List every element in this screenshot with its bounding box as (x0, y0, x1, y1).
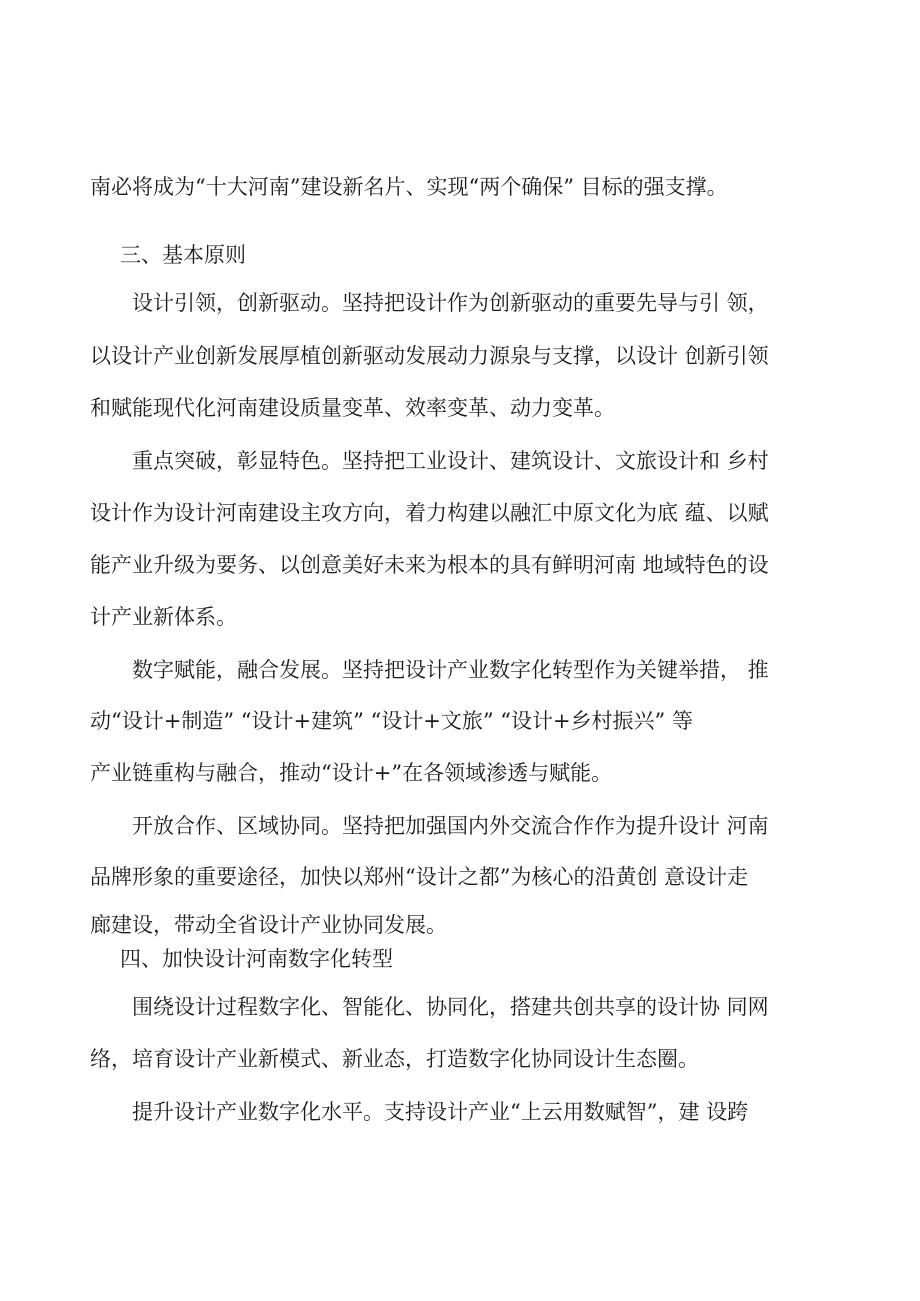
paragraph-line: 络，培育设计产业新模式、新业态，打造数字化协同设计生态圈。 (90, 1047, 699, 1071)
paragraph-line: 和赋能现代化河南建设质量变革、效率变革、动力变革。 (90, 396, 615, 420)
paragraph-line: 廊建设，带动全省设计产业协同发展。 (90, 913, 447, 937)
section-heading: 三、基本原则 (120, 243, 246, 267)
paragraph-line: 提升设计产业数字化水平。支持设计产业“上云用数赋智”，建 设跨 (132, 1100, 749, 1124)
paragraph-line: 设计引领，创新驱动。坚持把设计作为创新驱动的重要先导与引 领， (132, 291, 769, 315)
paragraph-line: 围绕设计过程数字化、智能化、协同化，搭建共创共享的设计协 同网 (132, 995, 769, 1019)
paragraph-line: 开放合作、区域协同。坚持把加强国内外交流合作作为提升设计 河南 (132, 814, 769, 838)
paragraph-line: 以设计产业创新发展厚植创新驱动发展动力源泉与支撑，以设计 创新引领 (90, 344, 769, 368)
paragraph-line: 数字赋能，融合发展。坚持把设计产业数字化转型作为关键举措， 推 (132, 658, 769, 682)
paragraph-line: 能产业升级为要务、以创意美好未来为根本的具有鲜明河南 地域特色的设 (90, 553, 769, 577)
paragraph-line: 品牌形象的重要途径，加快以郑州“设计之都”为核心的沿黄创 意设计走 (90, 865, 749, 889)
paragraph-line: 南必将成为“十大河南”建设新名片、实现“两个确保” 目标的强支撑。 (90, 175, 728, 199)
paragraph-line: 动“设计+制造” “设计+建筑” “设计+文旅” “设计+乡村振兴” 等 (90, 709, 693, 733)
paragraph-line: 产业链重构与融合，推动“设计+”在各领域渗透与赋能。 (90, 761, 613, 785)
paragraph-line: 设计作为设计河南建设主攻方向，着力构建以融汇中原文化为底 蕴、以赋 (90, 501, 769, 525)
paragraph-line: 重点突破，彰显特色。坚持把工业设计、建筑设计、文旅设计和 乡村 (132, 449, 769, 473)
paragraph-line: 计产业新体系。 (90, 605, 237, 629)
section-heading: 四、加快设计河南数字化转型 (120, 947, 393, 971)
